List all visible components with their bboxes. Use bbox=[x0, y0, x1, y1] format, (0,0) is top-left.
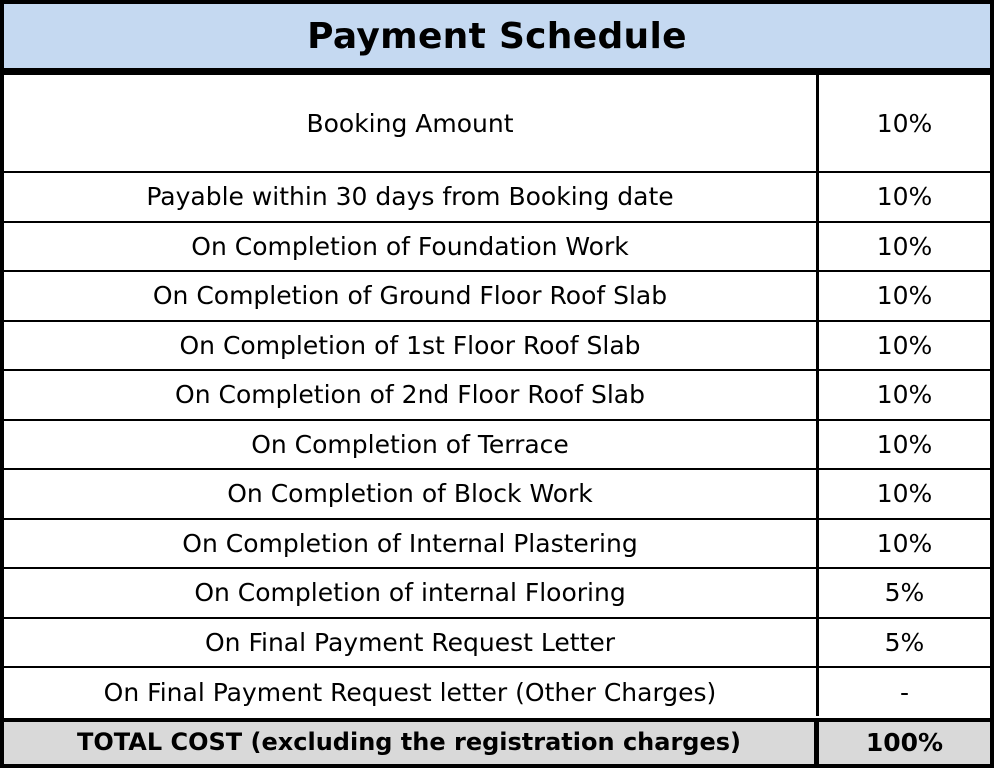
milestone-cell: On Completion of Ground Floor Roof Slab bbox=[4, 272, 819, 320]
total-percent: 100% bbox=[865, 727, 944, 757]
table-row bbox=[4, 569, 990, 619]
table-row bbox=[4, 668, 990, 716]
percent-cell: 5% bbox=[884, 578, 925, 608]
table-row bbox=[4, 173, 990, 223]
percent-cell: 10% bbox=[876, 231, 933, 261]
milestone-cell: On Completion of Terrace bbox=[4, 421, 819, 469]
milestone-cell: On Completion of internal Flooring bbox=[4, 569, 819, 617]
table-row bbox=[4, 619, 990, 669]
table-row bbox=[4, 223, 990, 273]
total-row bbox=[4, 718, 990, 764]
percent-cell: 10% bbox=[876, 182, 933, 212]
table-row bbox=[4, 371, 990, 421]
table-title: Payment Schedule bbox=[307, 15, 687, 57]
milestone-cell: On Completion of Internal Plastering bbox=[4, 520, 819, 568]
percent-cell: 10% bbox=[876, 330, 933, 360]
total-label: TOTAL COST (excluding the registration charges) bbox=[4, 722, 819, 764]
milestone-cell: On Completion of 2nd Floor Roof Slab bbox=[4, 371, 819, 419]
milestone-cell: On Completion of Foundation Work bbox=[4, 223, 819, 271]
milestone-cell: On Final Payment Request Letter bbox=[4, 619, 819, 667]
table-row bbox=[4, 322, 990, 372]
table-title-bar bbox=[4, 4, 990, 75]
percent-cell: 5% bbox=[884, 627, 925, 657]
percent-cell: 10% bbox=[876, 380, 933, 410]
table-row bbox=[4, 520, 990, 570]
milestone-cell: On Completion of 1st Floor Roof Slab bbox=[4, 322, 819, 370]
percent-cell: 10% bbox=[876, 528, 933, 558]
percent-cell: 10% bbox=[876, 429, 933, 459]
table-row bbox=[4, 421, 990, 471]
percent-cell: 10% bbox=[876, 479, 933, 509]
percent-cell: 10% bbox=[876, 281, 933, 311]
milestone-cell: On Final Payment Request letter (Other Charges) bbox=[4, 668, 819, 716]
schedule-rows bbox=[4, 75, 990, 716]
milestone-cell: On Completion of Block Work bbox=[4, 470, 819, 518]
milestone-cell: Payable within 30 days from Booking date bbox=[4, 173, 819, 221]
table-row bbox=[4, 272, 990, 322]
milestone-cell: Booking Amount bbox=[4, 75, 819, 171]
table-row bbox=[4, 75, 990, 173]
table-row bbox=[4, 470, 990, 520]
percent-cell: 10% bbox=[876, 108, 933, 138]
percent-cell: - bbox=[899, 677, 910, 707]
